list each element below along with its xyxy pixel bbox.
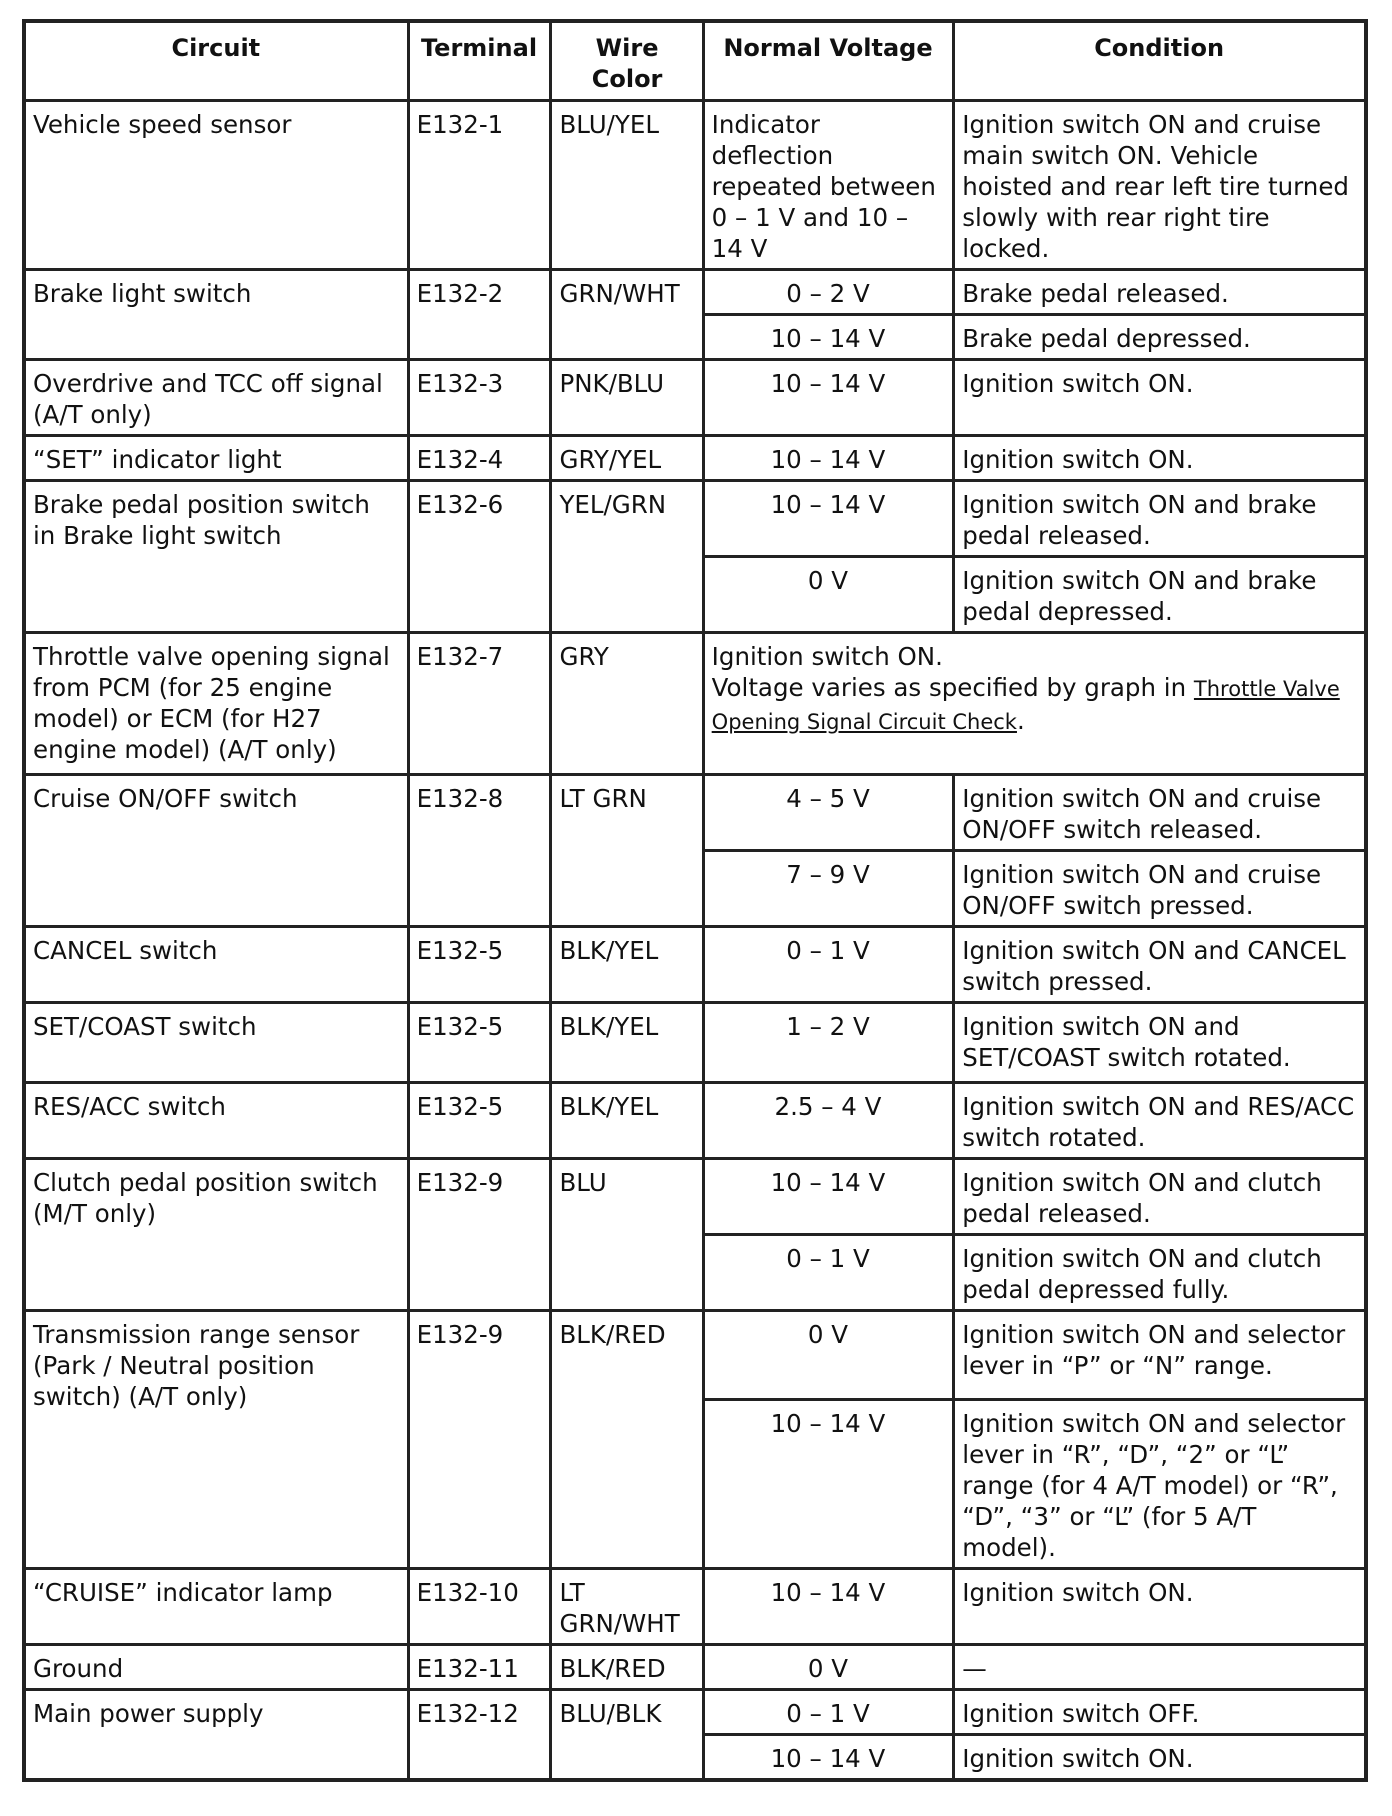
note-line (712, 672, 1356, 738)
table-row (24, 360, 1366, 436)
cell-condition: Ignition switch ON and clutch pedal depressed fully. (954, 1235, 1366, 1311)
cell-terminal: E132-11 (408, 1645, 551, 1690)
cell-circuit: “SET” indicator light (24, 436, 408, 481)
cell-terminal: E132-2 (408, 270, 551, 360)
cell-condition: Ignition switch ON and cruise ON/OFF switch released. (954, 775, 1366, 851)
cell-condition: Brake pedal released. (954, 270, 1366, 315)
cell-voltage: 10 – 14 V (703, 1735, 954, 1781)
cell-voltage: 10 – 14 V (703, 315, 954, 360)
table-row (24, 1645, 1366, 1690)
cell-circuit: Vehicle speed sensor (24, 101, 408, 270)
cell-circuit: RES/ACC switch (24, 1083, 408, 1159)
cell-condition: Ignition switch ON and CANCEL switch pressed. (954, 927, 1366, 1003)
cell-condition: Ignition switch ON and cruise main switch ON. Vehicle hoisted and rear left tire turned slowly with rear right tire locked. (954, 101, 1366, 270)
cell-voltage: 10 – 14 V (703, 481, 954, 557)
cell-voltage: 1 – 2 V (703, 1003, 954, 1083)
header-condition: Condition (954, 21, 1366, 101)
table-row (24, 1159, 1366, 1235)
cell-wire-color: PNK/BLU (551, 360, 703, 436)
cell-terminal: E132-12 (408, 1690, 551, 1781)
cell-voltage: 0 – 1 V (703, 1690, 954, 1735)
cell-circuit: “CRUISE” indicator lamp (24, 1569, 408, 1645)
header-normal-voltage: Normal Voltage (703, 21, 954, 101)
cell-terminal: E132-5 (408, 927, 551, 1003)
table-row (24, 633, 1366, 775)
cell-circuit: Transmission range sensor (Park / Neutral position switch) (A/T only) (24, 1311, 408, 1569)
header-terminal: Terminal (408, 21, 551, 101)
cell-condition: Ignition switch ON. (954, 360, 1366, 436)
cell-circuit: Overdrive and TCC off signal (A/T only) (24, 360, 408, 436)
cell-terminal: E132-3 (408, 360, 551, 436)
cell-voltage: 0 – 1 V (703, 927, 954, 1003)
cell-condition: Ignition switch ON and selector lever in “P” or “N” range. (954, 1311, 1366, 1400)
table-row (24, 1311, 1366, 1400)
cell-wire-color: LT GRN/WHT (551, 1569, 703, 1645)
cell-wire-color: BLK/YEL (551, 1003, 703, 1083)
cell-circuit: Clutch pedal position switch (M/T only) (24, 1159, 408, 1311)
cell-wire-color: BLK/YEL (551, 927, 703, 1003)
table-row (24, 270, 1366, 315)
cell-voltage: 7 – 9 V (703, 851, 954, 927)
note-text: Voltage varies as specified by graph in (711, 673, 1194, 702)
cell-voltage: 10 – 14 V (703, 1569, 954, 1645)
note-end: . (1016, 706, 1025, 735)
cell-wire-color: GRY (551, 633, 703, 775)
cell-wire-color: BLK/RED (551, 1645, 703, 1690)
cell-voltage: 2.5 – 4 V (703, 1083, 954, 1159)
cell-circuit: Throttle valve opening signal from PCM (for 25 engine model) or ECM (for H27 engine model) (A/T only) (24, 633, 408, 775)
cell-condition: Brake pedal depressed. (954, 315, 1366, 360)
cell-wire-color: GRN/WHT (551, 270, 703, 360)
table-row (24, 1690, 1366, 1735)
table-row (24, 775, 1366, 851)
cell-voltage: 10 – 14 V (703, 1159, 954, 1235)
cell-terminal: E132-1 (408, 101, 551, 270)
cell-wire-color: BLU/YEL (551, 101, 703, 270)
voltage-spec-table (22, 19, 1368, 1782)
header-row (24, 21, 1366, 101)
cell-condition: Ignition switch ON and cruise ON/OFF switch pressed. (954, 851, 1366, 927)
cell-voltage: 10 – 14 V (703, 436, 954, 481)
header-circuit: Circuit (24, 21, 408, 101)
cell-condition: Ignition switch ON and selector lever in “R”, “D”, “2” or “L” range (for 4 A/T model) or “R”, “D”, “3” or “L” (for 5 A/T model). (954, 1400, 1366, 1569)
cell-voltage: 0 – 1 V (703, 1235, 954, 1311)
cell-terminal: E132-5 (408, 1083, 551, 1159)
cell-voltage: 4 – 5 V (703, 775, 954, 851)
header-wire-color: Wire Color (551, 21, 703, 101)
cell-voltage: 0 V (703, 1311, 954, 1400)
table-row (24, 101, 1366, 270)
cell-terminal: E132-6 (408, 481, 551, 633)
cell-circuit: Main power supply (24, 1690, 408, 1781)
cell-terminal: E132-7 (408, 633, 551, 775)
throttle-check-link[interactable]: Throttle Valve Opening Signal Circuit Check (711, 677, 1340, 734)
cell-circuit: SET/COAST switch (24, 1003, 408, 1083)
cell-circuit: Brake pedal position switch in Brake light switch (24, 481, 408, 633)
cell-wire-color: BLK/YEL (551, 1083, 703, 1159)
cell-note (703, 633, 1366, 775)
cell-condition: Ignition switch ON and SET/COAST switch rotated. (954, 1003, 1366, 1083)
cell-condition: Ignition switch ON and RES/ACC switch rotated. (954, 1083, 1366, 1159)
cell-terminal: E132-10 (408, 1569, 551, 1645)
table-row (24, 1083, 1366, 1159)
cell-voltage: 10 – 14 V (703, 360, 954, 436)
table-row (24, 1569, 1366, 1645)
note-line: Ignition switch ON. (711, 642, 943, 671)
cell-condition: Ignition switch ON and brake pedal released. (954, 481, 1366, 557)
cell-voltage: 0 V (703, 557, 954, 633)
cell-terminal: E132-4 (408, 436, 551, 481)
cell-circuit: Cruise ON/OFF switch (24, 775, 408, 927)
cell-condition: Ignition switch ON and clutch pedal released. (954, 1159, 1366, 1235)
cell-circuit: Ground (24, 1645, 408, 1690)
cell-wire-color: YEL/GRN (551, 481, 703, 633)
cell-circuit: Brake light switch (24, 270, 408, 360)
cell-condition: Ignition switch ON and brake pedal depressed. (954, 557, 1366, 633)
table-row (24, 481, 1366, 557)
cell-wire-color: GRY/YEL (551, 436, 703, 481)
cell-condition: Ignition switch ON. (954, 1569, 1366, 1645)
cell-terminal: E132-9 (408, 1159, 551, 1311)
cell-condition: Ignition switch ON. (954, 1735, 1366, 1781)
cell-wire-color: LT GRN (551, 775, 703, 927)
cell-condition: Ignition switch ON. (954, 436, 1366, 481)
cell-terminal: E132-5 (408, 1003, 551, 1083)
cell-wire-color: BLK/RED (551, 1311, 703, 1569)
cell-terminal: E132-9 (408, 1311, 551, 1569)
cell-voltage: Indicator deflection repeated between 0 – 1 V and 10 – 14 V (703, 101, 954, 270)
table-row (24, 1003, 1366, 1083)
cell-circuit: CANCEL switch (24, 927, 408, 1003)
cell-voltage: 0 – 2 V (703, 270, 954, 315)
cell-terminal: E132-8 (408, 775, 551, 927)
cell-wire-color: BLU/BLK (551, 1690, 703, 1781)
cell-condition: — (954, 1645, 1366, 1690)
cell-condition: Ignition switch OFF. (954, 1690, 1366, 1735)
table-row (24, 436, 1366, 481)
cell-voltage: 10 – 14 V (703, 1400, 954, 1569)
cell-voltage: 0 V (703, 1645, 954, 1690)
cell-wire-color: BLU (551, 1159, 703, 1311)
table-row (24, 927, 1366, 1003)
